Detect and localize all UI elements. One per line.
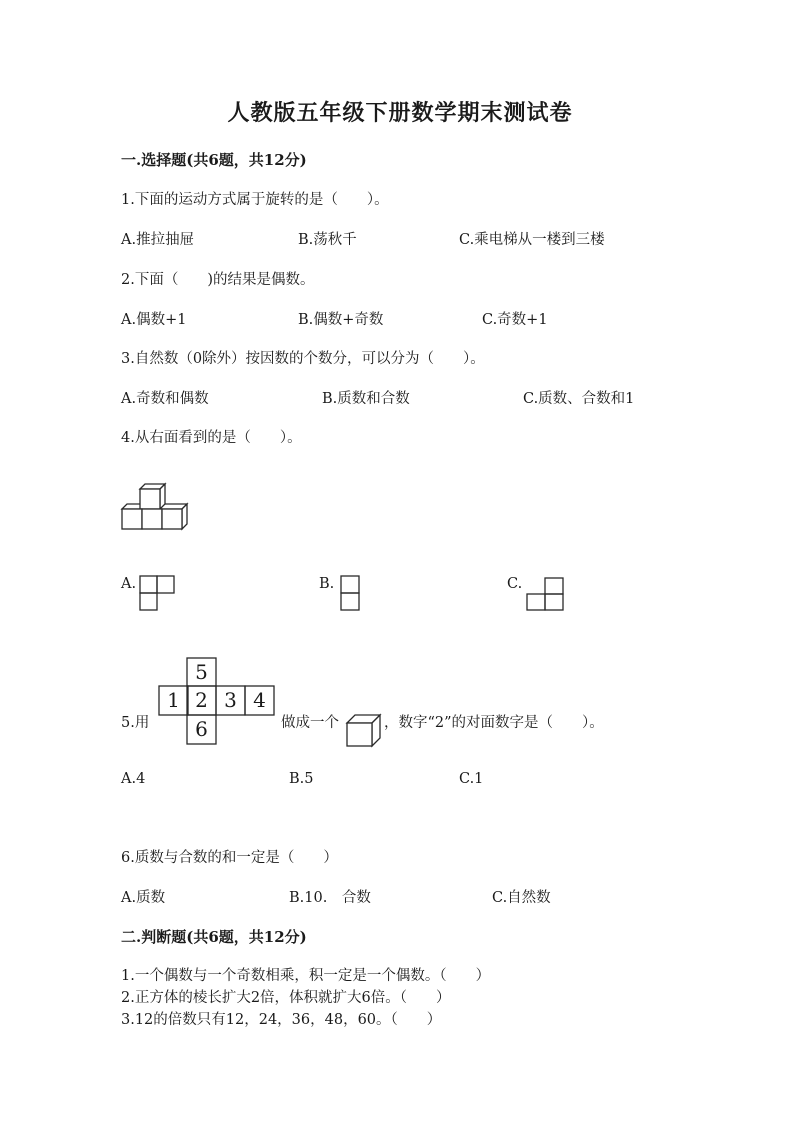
net-face-3: 3: [224, 688, 237, 712]
cube-figure: [346, 713, 382, 747]
cube-net: [158, 657, 276, 745]
question-3-option-c: C.质数、合数和1: [523, 391, 635, 407]
question-6-option-c: C.自然数: [492, 890, 551, 906]
question-1-option-b: B.荡秋千: [298, 232, 357, 248]
judgement-item-1: 1.一个偶数与一个奇数相乘，积一定是一个偶数。（ ）: [121, 968, 491, 984]
cube-stack-figure: [122, 482, 188, 530]
question-1: 1.下面的运动方式属于旋转的是（ ）。: [121, 192, 389, 208]
net-face-4: 4: [253, 688, 266, 712]
question-3-option-b: B.质数和合数: [322, 391, 410, 407]
page-title: 人教版五年级下册数学期末测试卷: [227, 100, 573, 126]
question-5-suffix: ，数字“2”的对面数字是（ ）。: [384, 715, 604, 731]
option-b-view-figure: [340, 575, 360, 611]
question-5-option-b: B.5: [289, 771, 314, 787]
question-6-option-b: B.10. 合数: [289, 890, 371, 906]
section-1-heading: 一.选择题(共6题，共12分): [121, 151, 307, 169]
net-face-2: 2: [195, 688, 208, 712]
question-3: 3.自然数（0除外）按因数的个数分，可以分为（ ）。: [121, 351, 485, 367]
question-2-option-c: C.奇数+1: [482, 312, 548, 328]
question-4-option-c: C.: [507, 576, 523, 592]
question-4: 4.从右面看到的是（ ）。: [121, 430, 302, 446]
section-2-heading: 二.判断题(共6题，共12分): [121, 928, 307, 946]
question-2-option-a: A.偶数+1: [121, 312, 187, 328]
question-4-option-b: B.: [319, 576, 335, 592]
option-c-view-figure: [525, 577, 565, 611]
question-1-option-c: C.乘电梯从一楼到三楼: [459, 232, 605, 248]
net-top-face: 5: [195, 660, 208, 684]
question-6-option-a: A.质数: [121, 890, 166, 906]
option-a-view-figure: [139, 575, 175, 611]
question-1-option-a: A.推拉抽屉: [121, 232, 195, 248]
net-bottom-face: 6: [195, 717, 208, 741]
question-5-option-c: C.1: [459, 771, 484, 787]
question-5-prefix: 5.用: [121, 715, 150, 731]
question-5-middle: 做成一个: [281, 715, 339, 731]
question-2: 2.下面（ )的结果是偶数。: [121, 272, 315, 288]
net-face-1: 1: [167, 688, 180, 712]
question-2-option-b: B.偶数+奇数: [298, 312, 384, 328]
question-3-option-a: A.奇数和偶数: [121, 391, 209, 407]
question-5-option-a: A.4: [121, 771, 146, 787]
judgement-item-2: 2.正方体的棱长扩大2倍，体积就扩大6倍。（ ）: [121, 990, 451, 1006]
question-4-option-a: A.: [121, 576, 137, 592]
question-6: 6.质数与合数的和一定是（ ）: [121, 850, 338, 866]
judgement-item-3: 3.12的倍数只有12，24，36，48，60。（ ）: [121, 1012, 442, 1028]
